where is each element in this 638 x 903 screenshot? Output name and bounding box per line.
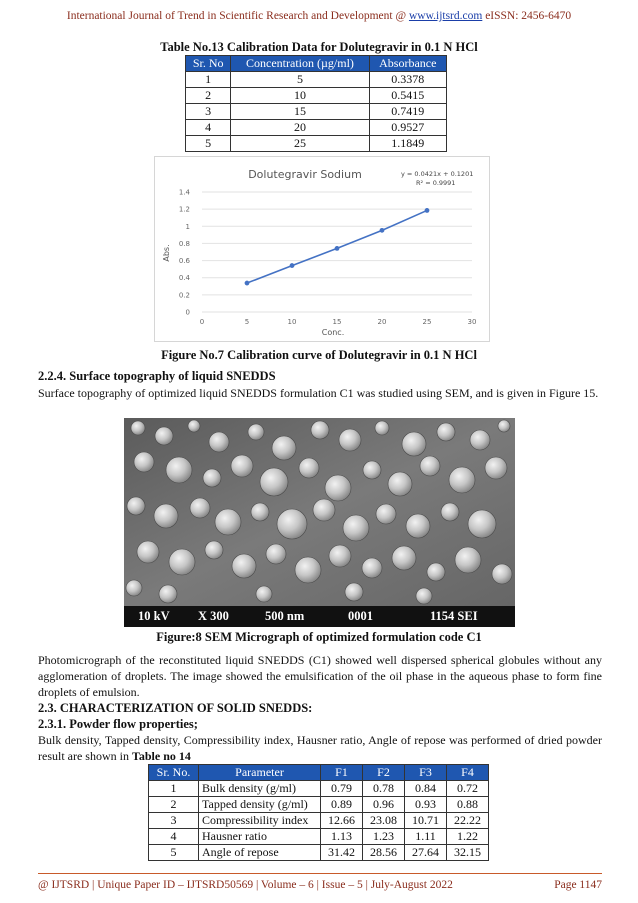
- table-cell: 27.64: [405, 845, 447, 861]
- table-cell: 28.56: [363, 845, 405, 861]
- sem-globule: [498, 420, 510, 432]
- table-row: [186, 104, 447, 120]
- section-231-body: Bulk density, Tapped density, Compressibility index, Hausner ratio, Angle of repose was performed of dried powder result are shown in: [38, 733, 602, 763]
- x-tick-label: 10: [287, 318, 297, 326]
- sem-globule: [215, 509, 241, 535]
- x-tick-label: 20: [377, 318, 387, 326]
- sem-globule: [376, 504, 396, 524]
- sem-globule: [231, 455, 253, 477]
- sem-globule: [375, 421, 389, 435]
- table-cell: Tapped density (g/ml): [199, 797, 321, 813]
- footer-divider: [38, 873, 602, 874]
- table-row: [149, 797, 489, 813]
- x-axis-label: Conc.: [321, 328, 345, 337]
- footer-info: @ IJTSRD | Unique Paper ID – IJTSRD50569 | Volume – 6 | Issue – 5 | July-August 2022: [38, 879, 453, 891]
- table-cell: 5: [231, 72, 369, 88]
- table-cell: 1: [149, 781, 199, 797]
- table-cell: 23.08: [363, 813, 405, 829]
- table-cell: Bulk density (g/ml): [199, 781, 321, 797]
- table-header: F4: [447, 765, 489, 781]
- table-row: [186, 88, 447, 104]
- sem-globule: [137, 541, 159, 563]
- table-cell: 3: [149, 813, 199, 829]
- sem-globule: [470, 430, 490, 450]
- x-tick-label: 25: [422, 318, 432, 326]
- journal-link[interactable]: www.ijtsrd.com: [408, 10, 483, 22]
- figure8-caption: Figure:8 SEM Micrograph of optimized formulation code C1: [156, 630, 482, 644]
- sem-magnification: X 300: [198, 609, 229, 623]
- table13-caption: Table No.13 Calibration Data for Dolutegravir in 0.1 N HCl: [160, 40, 478, 54]
- sem-globule: [392, 546, 416, 570]
- photomicrograph-text: Photomicrograph of the reconstituted liquid SNEDDS (C1) showed well dispersed spherical globules without any agglomeration of droplets. The image showed the emulsification of the oil phase in the aqueous phase to form fine droplets of emulsion.: [38, 653, 602, 699]
- page-number: Page 1147: [554, 879, 602, 891]
- table-row: [149, 845, 489, 861]
- table-cell: 3: [186, 104, 231, 120]
- y-tick-label: 0.4: [178, 274, 190, 283]
- sem-globule: [441, 503, 459, 521]
- y-tick-label: 1.2: [178, 205, 190, 214]
- table-cell: 31.42: [321, 845, 363, 861]
- table-header: F2: [363, 765, 405, 781]
- sem-globule: [416, 588, 432, 604]
- data-point: [290, 263, 295, 268]
- x-tick-label: 5: [244, 318, 250, 326]
- sem-globule: [345, 583, 363, 601]
- chart-title: Dolutegravir Sodium: [248, 168, 362, 181]
- table-cell: 5: [149, 845, 199, 861]
- sem-globule: [313, 499, 335, 521]
- table-cell: Hausner ratio: [199, 829, 321, 845]
- sem-globule: [420, 456, 440, 476]
- sem-globule: [154, 504, 178, 528]
- page-footer: [38, 879, 602, 891]
- sem-micrograph: [124, 418, 515, 627]
- table-cell: 32.15: [447, 845, 489, 861]
- y-tick-label: 1: [185, 222, 190, 231]
- sem-globule: [295, 557, 321, 583]
- table-cell: 0.88: [447, 797, 489, 813]
- table-cell: 4: [149, 829, 199, 845]
- table-cell: 2: [186, 88, 231, 104]
- sem-globule: [205, 541, 223, 559]
- table-cell: 0.84: [405, 781, 447, 797]
- sem-globule: [188, 420, 200, 432]
- sem-globule: [311, 421, 329, 439]
- sem-globule: [190, 498, 210, 518]
- sem-globule: [203, 469, 221, 487]
- header-issn: eISSN: 2456-6470: [482, 10, 572, 22]
- table-cell: 5: [186, 136, 231, 152]
- sem-globule: [277, 509, 307, 539]
- table-header: Absorbance: [369, 56, 446, 72]
- journal-header: [0, 10, 638, 22]
- sem-globule: [325, 475, 351, 501]
- table-cell: 0.78: [363, 781, 405, 797]
- sem-globule: [166, 457, 192, 483]
- table-cell: 2: [149, 797, 199, 813]
- y-tick-label: 0.6: [178, 257, 190, 266]
- table-cell: 0.5415: [369, 88, 446, 104]
- sem-globule: [427, 563, 445, 581]
- powder-flow-table: [148, 764, 489, 861]
- table-header: Sr. No.: [149, 765, 199, 781]
- sem-globule: [248, 424, 264, 440]
- sem-globule: [260, 468, 288, 496]
- section-231-heading: 2.3.1. Powder flow properties;: [38, 717, 198, 731]
- calibration-table: [185, 55, 447, 152]
- sem-globule: [127, 497, 145, 515]
- sem-globule: [388, 472, 412, 496]
- table-header: Sr. No: [186, 56, 231, 72]
- table-header: F3: [405, 765, 447, 781]
- table-cell: 22.22: [447, 813, 489, 829]
- sem-globule: [449, 467, 475, 493]
- table-header: Concentration (µg/ml): [231, 56, 369, 72]
- sem-globule: [402, 432, 426, 456]
- sem-globule: [363, 461, 381, 479]
- calibration-chart: [154, 156, 490, 342]
- y-axis-label: Abs.: [162, 244, 171, 262]
- table-cell: 25: [231, 136, 369, 152]
- sem-globule: [159, 585, 177, 603]
- section-23-heading: 2.3. CHARACTERIZATION OF SOLID SNEDDS:: [38, 701, 313, 715]
- table-cell: 0.72: [447, 781, 489, 797]
- sem-globule: [169, 549, 195, 575]
- sem-globule: [251, 503, 269, 521]
- table-cell: 4: [186, 120, 231, 136]
- table14-reference: Table no 14: [131, 749, 191, 763]
- section-224-heading: 2.2.4. Surface topography of liquid SNEDDS: [38, 369, 276, 383]
- table-cell: 0.89: [321, 797, 363, 813]
- y-tick-label: 0.2: [178, 291, 190, 300]
- sem-globule: [343, 515, 369, 541]
- table-cell: 10.71: [405, 813, 447, 829]
- table-row: [186, 120, 447, 136]
- table-cell: 1: [186, 72, 231, 88]
- chart-svg: [155, 157, 491, 343]
- sem-globule: [266, 544, 286, 564]
- table-cell: 0.93: [405, 797, 447, 813]
- sem-globule: [209, 432, 229, 452]
- y-tick-label: 0.8: [178, 239, 190, 248]
- table-row: [149, 781, 489, 797]
- table-cell: Compressibility index: [199, 813, 321, 829]
- section-224-text: Surface topography of optimized liquid SNEDDS formulation C1 was studied using SEM, and is given in Figure 15.: [38, 386, 599, 400]
- table-cell: 0.7419: [369, 104, 446, 120]
- table-cell: 1.23: [363, 829, 405, 845]
- sem-image: [124, 418, 515, 606]
- x-tick-label: 30: [467, 318, 477, 326]
- table-cell: 0.96: [363, 797, 405, 813]
- x-tick-label: 15: [332, 318, 342, 326]
- sem-info-bar: [124, 606, 515, 627]
- table-cell: 1.1849: [369, 136, 446, 152]
- sem-globule: [131, 421, 145, 435]
- y-tick-label: 1.4: [178, 188, 190, 197]
- sem-globule: [362, 558, 382, 578]
- table-row: [149, 813, 489, 829]
- sem-globule: [126, 580, 142, 596]
- sem-globule: [406, 514, 430, 538]
- table-cell: 15: [231, 104, 369, 120]
- sem-globule: [134, 452, 154, 472]
- sem-kv: 10 kV: [138, 609, 170, 623]
- table-cell: Angle of repose: [199, 845, 321, 861]
- data-point: [425, 208, 430, 213]
- table-cell: 0.9527: [369, 120, 446, 136]
- table-row: [186, 136, 447, 152]
- data-point: [245, 281, 250, 286]
- sem-globule: [272, 436, 296, 460]
- sem-globule: [468, 510, 496, 538]
- table-cell: 20: [231, 120, 369, 136]
- sem-globule: [339, 429, 361, 451]
- data-point: [380, 228, 385, 233]
- table-cell: 1.13: [321, 829, 363, 845]
- sem-scale: 500 nm: [265, 609, 305, 623]
- sem-globule: [232, 554, 256, 578]
- table-cell: 0.3378: [369, 72, 446, 88]
- x-tick-label: 0: [199, 318, 205, 326]
- table-cell: 0.79: [321, 781, 363, 797]
- chart-equation: y = 0.0421x + 0.1201: [401, 170, 474, 178]
- sem-code: 1154 SEI: [430, 609, 478, 623]
- data-point: [335, 246, 340, 251]
- table-cell: 10: [231, 88, 369, 104]
- sem-globule: [299, 458, 319, 478]
- sem-number: 0001: [348, 609, 373, 623]
- figure7-caption: Figure No.7 Calibration curve of Dolutegravir in 0.1 N HCl: [161, 348, 477, 362]
- header-text: International Journal of Trend in Scientific Research and Development @: [66, 10, 409, 22]
- table-header: F1: [321, 765, 363, 781]
- sem-globule: [329, 545, 351, 567]
- table-cell: 1.22: [447, 829, 489, 845]
- table-row: [186, 72, 447, 88]
- table-cell: 12.66: [321, 813, 363, 829]
- sem-globule: [155, 427, 173, 445]
- table-row: [149, 829, 489, 845]
- sem-globule: [492, 564, 512, 584]
- sem-globule: [455, 547, 481, 573]
- sem-globule: [256, 586, 272, 602]
- table-header: Parameter: [199, 765, 321, 781]
- sem-globule: [437, 423, 455, 441]
- table-cell: 1.11: [405, 829, 447, 845]
- chart-r2: R² = 0.9991: [416, 179, 456, 187]
- section-231-text: [38, 732, 602, 764]
- sem-globule: [485, 457, 507, 479]
- y-tick-label: 0: [185, 308, 190, 317]
